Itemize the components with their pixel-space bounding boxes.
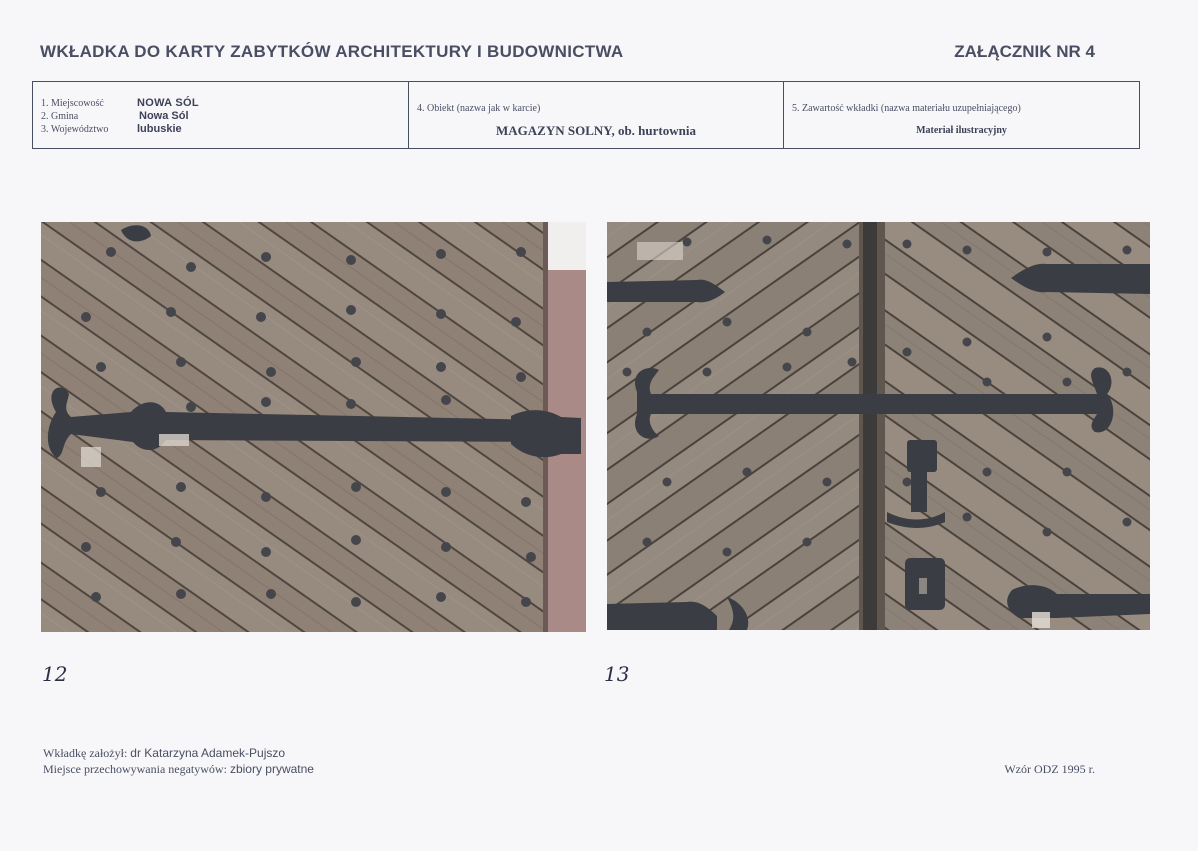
photo-12-image — [41, 222, 586, 632]
commune-label: 2. Gmina — [41, 111, 79, 122]
author-line — [43, 746, 285, 761]
locality-label: 1. Miejscowość — [41, 98, 104, 109]
object-label: 4. Obiekt (nazwa jak w karcie) — [417, 103, 541, 114]
province-value: lubuskie — [137, 123, 182, 135]
document-title: WKŁADKA DO KARTY ZABYTKÓW ARCHITEKTURY I BUDOWNICTWA — [40, 42, 624, 61]
commune-row — [41, 110, 189, 122]
storage-value: zbiory prywatne — [229, 762, 314, 776]
locality-value: NOWA SÓL — [137, 97, 199, 109]
location-cell — [33, 82, 408, 148]
template-note: Wzór ODZ 1995 r. — [1004, 762, 1095, 776]
content-cell — [783, 82, 1139, 148]
info-table — [32, 81, 1140, 149]
annex-number: ZAŁĄCZNIK NR 4 — [954, 42, 1095, 61]
photo-12-door-hinge — [41, 222, 586, 632]
photo-12-number: 12 — [42, 662, 68, 686]
province-row — [41, 123, 182, 135]
storage-line — [43, 762, 314, 777]
object-cell — [408, 82, 783, 148]
storage-label: Miejsce przechowywania negatywów: — [43, 762, 227, 776]
photo-13-door-bolt — [607, 222, 1150, 630]
content-value: Materiał ilustracyjny — [916, 125, 1007, 136]
photo-13-number: 13 — [604, 662, 630, 686]
locality-row — [41, 97, 199, 109]
author-value: dr Katarzyna Adamek-Pujszo — [130, 746, 286, 760]
photo-13-image — [607, 222, 1150, 630]
content-label: 5. Zawartość wkładki (nazwa materiału uzupełniającego) — [792, 103, 1021, 114]
commune-value: Nowa Sól — [139, 110, 189, 122]
province-label: 3. Województwo — [41, 124, 109, 135]
object-value: MAGAZYN SOLNY, ob. hurtownia — [496, 123, 696, 138]
author-label: Wkładkę założył: — [43, 746, 128, 760]
